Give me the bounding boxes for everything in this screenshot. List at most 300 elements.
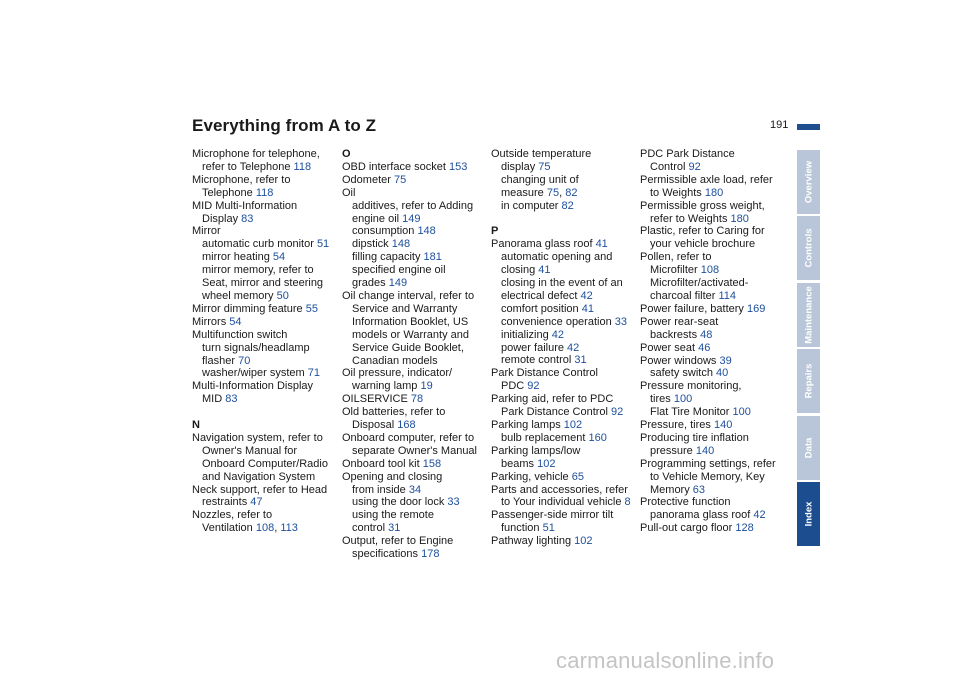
index-entry: Ventilation 108, 113 xyxy=(202,522,298,535)
index-entry-text: remote control xyxy=(501,354,575,367)
index-entry xyxy=(491,471,641,484)
page-reference-link[interactable]: 75 xyxy=(393,173,407,186)
index-entry-text: flasher xyxy=(202,354,239,367)
page-reference-link[interactable]: 118 xyxy=(293,160,312,173)
index-entry xyxy=(640,303,790,316)
index-entry-text: specified engine oil xyxy=(352,264,446,277)
index-entry-text: Flat Tire Monitor xyxy=(650,406,733,419)
index-column-3 xyxy=(491,148,641,548)
page-reference-link[interactable]: 54 xyxy=(229,315,242,328)
index-entry-text: beams xyxy=(501,457,538,470)
page-reference-link[interactable]: 39 xyxy=(719,354,732,367)
index-entry xyxy=(192,355,342,368)
index-entry-text: bulb replacement xyxy=(501,431,589,444)
index-entry xyxy=(491,303,641,316)
page-reference-link[interactable]: 51 xyxy=(316,238,330,251)
index-entry-text: Neck support, refer to Head xyxy=(192,483,328,496)
index-entry xyxy=(192,458,342,471)
index-entry xyxy=(192,200,342,213)
tab-repairs[interactable] xyxy=(797,349,820,413)
tab-overview[interactable] xyxy=(797,150,820,214)
index-entry xyxy=(640,161,790,174)
index-entry-text: OBD interface socket xyxy=(342,160,449,173)
index-entry xyxy=(491,496,641,509)
index-entry-text: Onboard computer, refer to xyxy=(342,431,475,444)
index-entry-text: Mirrors xyxy=(192,315,230,328)
tab-label: Repairs xyxy=(803,363,814,399)
index-entry xyxy=(491,484,641,497)
index-entry xyxy=(342,471,492,484)
index-entry-text: comfort position xyxy=(501,302,582,315)
index-entry-text: additives, refer to Adding xyxy=(352,199,474,212)
index-entry-text: wheel memory xyxy=(202,289,277,302)
index-entry-text: Power rear-seat xyxy=(640,315,719,328)
tab-label: Index xyxy=(803,501,814,527)
page-reference-link[interactable]: 169 xyxy=(747,302,766,315)
page-reference-link[interactable]: 42 xyxy=(551,328,564,341)
index-entry-text: Disposal xyxy=(352,419,398,432)
index-entry xyxy=(640,329,790,342)
index-entry-text: models or Warranty and xyxy=(352,328,469,341)
page-reference-link[interactable]: 41 xyxy=(538,264,551,277)
page-reference-link[interactable]: 160 xyxy=(588,431,607,444)
index-entry-text: Display xyxy=(202,212,242,225)
index-entry-text: restraints xyxy=(202,496,251,509)
index-entry-text: Output, refer to Engine xyxy=(342,535,454,548)
page-reference-link[interactable]: 140 xyxy=(713,419,733,432)
page-reference-link[interactable]: 180 xyxy=(730,212,749,225)
index-entry-text: from inside xyxy=(352,483,409,496)
index-entry xyxy=(342,200,492,213)
index-entry-text: Owner's Manual for xyxy=(202,444,298,457)
index-entry xyxy=(491,238,641,251)
index-entry-text: panorama glass roof xyxy=(650,509,754,522)
index-entry xyxy=(640,406,790,419)
page-reference-link[interactable]: 83 xyxy=(241,212,254,225)
index-entry-text: Navigation system, refer to xyxy=(192,431,323,444)
index-entry xyxy=(192,174,342,187)
tab-label: Data xyxy=(803,437,814,458)
page-reference-link[interactable]: 47 xyxy=(250,496,263,509)
index-entry-text: Service Guide Booklet, xyxy=(352,341,464,354)
index-entry xyxy=(192,342,342,355)
index-entry-text: MID Multi-Information xyxy=(192,199,298,212)
index-entry xyxy=(491,174,641,187)
index-entry xyxy=(192,329,342,342)
index-entry-text: initializing xyxy=(501,328,552,341)
index-entry-text: grades xyxy=(352,277,389,290)
index-entry xyxy=(491,200,641,213)
page-reference-link[interactable]: 92 xyxy=(527,380,540,393)
page-reference-link[interactable]: 102 xyxy=(563,419,583,432)
index-entry xyxy=(640,419,790,432)
page-reference-link[interactable]: 168 xyxy=(397,419,416,432)
index-entry-text: mirror heating xyxy=(202,251,273,264)
index-letter-heading xyxy=(342,148,492,161)
index-entry-text: Pressure monitoring, xyxy=(640,380,742,393)
page-reference-link[interactable]: 114 xyxy=(718,289,737,302)
page-reference-link[interactable]: 71 xyxy=(307,367,321,380)
index-entry-text: control xyxy=(352,522,389,535)
index-entry xyxy=(342,316,492,329)
index-entry xyxy=(640,355,790,368)
index-entry xyxy=(640,200,790,213)
index-entry xyxy=(192,509,342,522)
index-entry xyxy=(342,342,492,355)
index-entry-text: display xyxy=(501,160,539,173)
index-entry xyxy=(342,535,492,548)
index-entry xyxy=(192,367,342,380)
index-entry-text: to Vehicle Memory, Key xyxy=(650,470,765,483)
tab-label: Overview xyxy=(803,160,814,204)
index-entry xyxy=(640,484,790,497)
index-entry xyxy=(192,264,342,277)
index-letter-heading xyxy=(192,419,342,432)
index-entry-text: to Your individual vehicle xyxy=(501,496,625,509)
index-entry-text: dipstick xyxy=(352,238,392,251)
index-entry-text: convenience operation xyxy=(501,315,615,328)
page-reference-link[interactable]: 158 xyxy=(422,457,442,470)
index-entry xyxy=(192,471,342,484)
index-entry-text: OILSERVICE xyxy=(342,393,411,406)
page-reference-link[interactable]: 75 xyxy=(546,186,560,199)
page-reference-link[interactable]: 178 xyxy=(421,548,440,561)
index-letter-heading xyxy=(491,225,641,238)
index-entry xyxy=(342,406,492,419)
index-entry xyxy=(640,251,790,264)
index-entry xyxy=(491,419,641,432)
index-entry xyxy=(192,161,342,174)
index-entry xyxy=(342,458,492,471)
page-reference-link[interactable]: 42 xyxy=(753,509,766,522)
index-entry-text: Microfilter/activated- xyxy=(650,277,749,290)
tab-index[interactable] xyxy=(797,482,820,546)
index-entry-text: Odometer xyxy=(342,173,394,186)
index-entry-text: Onboard tool kit xyxy=(342,457,423,470)
page-reference-link[interactable]: 42 xyxy=(567,341,580,354)
index-entry-text: washer/wiper system xyxy=(202,367,308,380)
index-entry-text: warning lamp xyxy=(352,380,421,393)
index-entry xyxy=(640,213,790,226)
tab-maintenance[interactable] xyxy=(797,283,820,347)
index-entry-text: consumption xyxy=(352,225,418,238)
index-entry xyxy=(342,187,492,200)
index-entry xyxy=(491,445,641,458)
index-entry xyxy=(491,290,641,303)
index-entry-text: O xyxy=(342,148,351,160)
index-entry-text: Service and Warranty xyxy=(352,302,458,315)
index-entry-text: separate Owner's Manual xyxy=(352,444,477,457)
index-entry xyxy=(491,509,641,522)
watermark: carmanualsonline.info xyxy=(556,648,775,673)
index-entry-text: pressure xyxy=(650,444,696,457)
index-entry-text: turn signals/headlamp xyxy=(202,341,310,354)
index-entry xyxy=(192,445,342,458)
page-reference-link[interactable]: 153 xyxy=(449,160,468,173)
index-entry-text: PDC xyxy=(501,380,528,393)
index-column-1 xyxy=(192,148,342,535)
index-entry-text: Parking, vehicle xyxy=(491,470,572,483)
index-entry xyxy=(342,213,492,226)
index-entry-text: Panorama glass roof xyxy=(491,238,596,251)
index-entry-text: Pull-out cargo floor xyxy=(640,522,736,535)
page-reference-link[interactable]: 118 xyxy=(255,186,274,199)
index-entry xyxy=(342,277,492,290)
page-reference-link[interactable]: 149 xyxy=(402,212,421,225)
index-entry xyxy=(342,251,492,264)
index-entry-text: Oil xyxy=(342,186,356,199)
page-reference-link[interactable]: 51 xyxy=(542,522,555,535)
index-entry xyxy=(491,251,641,264)
page-reference-link[interactable]: 33 xyxy=(614,315,627,328)
index-entry-text: using the remote xyxy=(352,509,434,522)
page-reference-link[interactable]: 63 xyxy=(692,483,706,496)
index-entry xyxy=(192,251,342,264)
page-reference-link[interactable]: 92 xyxy=(688,160,701,173)
index-entry-text: Park Distance Control xyxy=(491,367,598,380)
index-entry xyxy=(491,161,641,174)
index-entry-text: Microphone, refer to xyxy=(192,173,291,186)
index-entry-text: refer to Weights xyxy=(650,212,731,225)
page-number: 191 xyxy=(770,119,789,131)
index-entry xyxy=(342,522,492,535)
index-entry xyxy=(342,161,492,174)
index-entry-text: Power seat xyxy=(640,341,699,354)
index-entry xyxy=(342,238,492,251)
index-entry xyxy=(192,393,342,406)
index-entry xyxy=(491,535,641,548)
index-entry xyxy=(342,445,492,458)
index-entry xyxy=(342,303,492,316)
page-reference-link[interactable]: 8 xyxy=(624,496,631,509)
index-entry-text: Oil pressure, indicator/ xyxy=(342,367,453,380)
index-entry xyxy=(192,277,342,290)
index-entry xyxy=(491,406,641,419)
page-reference-link[interactable]: 82 xyxy=(565,186,578,199)
index-column-4 xyxy=(640,148,790,535)
index-entry-text: closing in the event of an xyxy=(501,277,623,290)
index-entry xyxy=(640,380,790,393)
page-reference-link[interactable]: 40 xyxy=(716,367,729,380)
index-entry xyxy=(640,290,790,303)
index-entry xyxy=(640,496,790,509)
index-entry-text: engine oil xyxy=(352,212,403,225)
index-entry xyxy=(640,264,790,277)
index-entry xyxy=(342,509,492,522)
index-entry-text: Oil change interval, refer to xyxy=(342,289,475,302)
page-reference-link[interactable]: 42 xyxy=(580,289,593,302)
index-entry-text: mirror memory, refer to xyxy=(202,264,314,277)
index-entry xyxy=(640,432,790,445)
page-reference-link[interactable]: 180 xyxy=(704,186,724,199)
page-reference-link[interactable]: 113 xyxy=(280,522,298,535)
index-entry xyxy=(640,393,790,406)
page-reference-link[interactable]: 108 xyxy=(700,264,720,277)
page-reference-link[interactable]: 100 xyxy=(732,406,751,419)
index-entry-text: P xyxy=(491,225,499,238)
page-reference-link[interactable]: 19 xyxy=(420,380,433,393)
index-entry-text: measure xyxy=(501,186,547,199)
index-entry-text: Permissible axle load, refer xyxy=(640,173,773,186)
index-entry xyxy=(342,419,492,432)
page-number-marker xyxy=(797,124,820,130)
page-reference-link[interactable]: 41 xyxy=(581,302,594,315)
index-entry-text: to Weights xyxy=(650,186,705,199)
index-entry-text: Protective function xyxy=(640,496,731,509)
index-entry-text: Control xyxy=(650,160,689,173)
page-reference-link[interactable]: 31 xyxy=(388,522,401,535)
index-entry-text: MID xyxy=(202,393,226,406)
index-entry xyxy=(491,264,641,277)
index-entry-text: changing unit of xyxy=(501,173,579,186)
page-reference-link[interactable]: 100 xyxy=(673,393,693,406)
index-entry xyxy=(342,380,492,393)
page-reference-link[interactable]: 108 xyxy=(255,522,275,535)
index-entry xyxy=(640,445,790,458)
index-entry xyxy=(640,509,790,522)
index-entry-text: Mirror dimming feature xyxy=(192,302,306,315)
index-entry xyxy=(192,303,342,316)
index-entry-text: your vehicle brochure xyxy=(650,238,756,251)
index-entry xyxy=(491,148,641,161)
index-entry-text: and Navigation System xyxy=(202,470,316,483)
index-entry xyxy=(342,393,492,406)
page-reference-link[interactable]: 46 xyxy=(698,341,711,354)
index-entry-text: safety switch xyxy=(650,367,717,380)
index-entry xyxy=(491,458,641,471)
page-reference-link[interactable]: 65 xyxy=(571,470,584,483)
index-entry xyxy=(640,277,790,290)
page-reference-link[interactable]: 128 xyxy=(735,522,754,535)
index-entry-text: Multifunction switch xyxy=(192,328,288,341)
index-entry-text: Opening and closing xyxy=(342,470,443,483)
index-entry-text: Parking aid, refer to PDC xyxy=(491,393,614,406)
index-entry-text: Power failure, battery xyxy=(640,302,747,315)
page-reference-link[interactable]: 55 xyxy=(305,302,318,315)
index-entry-text: Park Distance Control xyxy=(501,406,612,419)
page-reference-link[interactable]: 50 xyxy=(276,289,289,302)
index-entry xyxy=(491,354,641,367)
index-entry xyxy=(192,225,342,238)
page-reference-link[interactable]: 70 xyxy=(238,354,251,367)
index-entry xyxy=(342,290,492,303)
page-reference-link[interactable]: 140 xyxy=(695,444,715,457)
index-entry-text: Power windows xyxy=(640,354,720,367)
index-entry xyxy=(342,432,492,445)
page-reference-link[interactable]: 31 xyxy=(574,354,587,367)
index-entry-text: Multi-Information Display xyxy=(192,380,314,393)
index-entry xyxy=(491,367,641,380)
page-reference-link[interactable]: 92 xyxy=(611,406,624,419)
index-entry xyxy=(491,342,641,355)
page-reference-link[interactable]: 33 xyxy=(447,496,460,509)
index-entry-text: filling capacity xyxy=(352,251,424,264)
index-entry-text: closing xyxy=(501,264,539,277)
page-reference-link[interactable]: 48 xyxy=(700,328,713,341)
index-entry-text: Parts and accessories, refer xyxy=(491,483,628,496)
index-entry xyxy=(640,187,790,200)
index-entry-text: PDC Park Distance xyxy=(640,148,735,160)
page-reference-link[interactable]: 54 xyxy=(272,251,286,264)
index-entry xyxy=(342,225,492,238)
index-entry-text: Parking lamps xyxy=(491,419,564,432)
page-reference-link[interactable]: 75 xyxy=(538,160,551,173)
index-entry-text: Nozzles, refer to xyxy=(192,509,273,522)
tab-label: Controls xyxy=(803,228,814,268)
index-entry-text: Pathway lighting xyxy=(491,535,575,548)
index-entry-text: automatic opening and xyxy=(501,251,613,264)
index-entry xyxy=(640,174,790,187)
index-entry xyxy=(640,522,790,535)
index-entry xyxy=(491,432,641,445)
index-entry-text: Mirror xyxy=(192,225,221,238)
page-reference-link[interactable]: 34 xyxy=(408,483,422,496)
index-entry xyxy=(192,187,342,200)
page-reference-link[interactable]: 41 xyxy=(595,238,608,251)
index-entry xyxy=(192,290,342,303)
page-reference-link[interactable]: 181 xyxy=(423,251,442,264)
index-entry-text: Parking lamps/low xyxy=(491,444,581,457)
index-entry xyxy=(342,484,492,497)
page-reference-link[interactable]: 148 xyxy=(391,238,411,251)
index-entry-text: electrical defect xyxy=(501,289,581,302)
index-entry-text: Telephone xyxy=(202,186,256,199)
page-reference-link[interactable]: 102 xyxy=(537,457,556,470)
page-reference-link[interactable]: 102 xyxy=(574,535,593,548)
index-entry xyxy=(192,316,342,329)
index-entry-text: Pollen, refer to xyxy=(640,251,712,264)
index-entry xyxy=(640,225,790,238)
index-entry xyxy=(192,213,342,226)
index-entry-text: using the door lock xyxy=(352,496,448,509)
index-entry-text: Producing tire inflation xyxy=(640,431,749,444)
index-entry xyxy=(640,367,790,380)
index-entry-text: Information Booklet, US xyxy=(352,315,469,328)
index-entry-text: Microfilter xyxy=(650,264,701,277)
index-entry xyxy=(491,380,641,393)
index-entry xyxy=(342,496,492,509)
index-column-2 xyxy=(342,148,492,561)
page-reference-link[interactable]: 148 xyxy=(417,225,436,238)
page-reference-link[interactable]: 78 xyxy=(410,393,424,406)
index-entry-text: Canadian models xyxy=(352,354,438,367)
section-tabs xyxy=(797,150,820,548)
page-reference-link[interactable]: 83 xyxy=(225,393,238,406)
tab-controls[interactable] xyxy=(797,216,820,280)
index-entry xyxy=(192,496,342,509)
index-entry-text: specifications xyxy=(352,548,422,561)
page-title: Everything from A to Z xyxy=(192,116,377,135)
page-reference-link[interactable]: 82 xyxy=(561,199,574,212)
tab-label: Maintenance xyxy=(803,286,814,344)
index-entry xyxy=(640,316,790,329)
index-entry xyxy=(640,148,790,161)
index-entry xyxy=(491,316,641,329)
index-entry-text: in computer xyxy=(501,199,562,212)
index-entry xyxy=(491,329,641,342)
tab-data[interactable] xyxy=(797,416,820,480)
index-entry-text: power failure xyxy=(501,341,568,354)
index-entry-text: tires xyxy=(650,393,674,406)
page-reference-link[interactable]: 149 xyxy=(388,277,408,290)
index-entry xyxy=(640,342,790,355)
index-entry-text: automatic curb monitor xyxy=(202,238,317,251)
index-entry xyxy=(342,264,492,277)
index-entry-text: Outside temperature xyxy=(491,148,592,160)
index-entry-text: backrests xyxy=(650,328,701,341)
index-entry-text: Seat, mirror and steering xyxy=(202,277,324,290)
index-entry-text: Microphone for telephone, xyxy=(192,148,320,160)
